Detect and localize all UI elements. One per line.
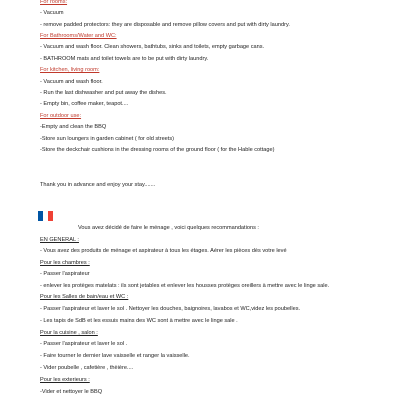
french-heading: Pour les Salles de bain/eau et WC : (40, 294, 129, 300)
french-text-line: - Vous avez des produits de ménage et aspirateur à tous les étages. Aérer les pièces dès votre levé (40, 248, 287, 254)
english-text-line: -Empty and clean the BBQ (40, 124, 107, 130)
english-text-line: - Empty bin, coffee maker, teapot.... (40, 101, 129, 107)
french-text-line: - Passer l'aspirateur (40, 271, 90, 277)
french-text-line: - Les tapis de SdB et les essuis mains des WC sont à mettre avec le linge sale . (40, 318, 238, 324)
english-text-line: - Run the last dishwasher and put away the dishes. (40, 90, 167, 96)
english-text-line: Thank you in advance and enjoy your stay....... (40, 182, 156, 188)
french-text-line: - Passer l'aspirateur et laver le sol . (40, 341, 128, 347)
flag-stripe-red (48, 211, 53, 221)
french-text-line: -Vider et nettoyer le BBQ (40, 389, 103, 395)
french-text-line: - Faire tourner le dernier lave vaisselle et ranger la vaisselle. (40, 353, 190, 359)
french-heading: Pour les exterieurs : (40, 377, 90, 383)
english-text-line: - BATHROOM mats and toilet towels are to be put with dirty laundry. (40, 56, 209, 62)
french-heading: Pour la cuisine , salon : (40, 330, 98, 336)
french-heading: Pour les chambres : (40, 260, 90, 266)
english-heading: For outdoor use: (40, 113, 82, 119)
english-heading: For kitchen, living room: (40, 67, 100, 73)
english-heading: For Bathrooms/Water and WC: (40, 33, 117, 39)
french-intro: Vous avez décidé de faire le ménage , voici quelques recommandations : (78, 225, 259, 231)
french-heading: EN GENERAL : (40, 237, 79, 243)
english-text-line: - Vacuum and wash floor. (40, 79, 103, 85)
french-text-line: - Vider poubelle , cafetière , thèière.... (40, 365, 134, 371)
english-text-line: -Store sun loungers in garden cabinet ( for old streets) (40, 136, 175, 142)
french-text-line: - Passer l'aspirateur et laver le sol . Nettoyer les douches, baignoires, lavabos et WC,videz les poubelles. (40, 306, 301, 312)
french-text-line: - enlever les protèges matelats : ils sont jetables et enlever les housses protèges oreillers à mettre avec le linge sale. (40, 283, 330, 289)
english-heading: For rooms: (40, 0, 68, 5)
english-text-line: - remove padded protectors: they are disposable and remove pillow covers and put with dirty laundry. (40, 22, 290, 28)
english-text-line: - Vacuum (40, 10, 64, 16)
english-text-line: -Store the deckchair cushions in the dressing rooms of the ground floor ( for the Hable cottage) (40, 147, 275, 153)
french-flag-icon (38, 211, 53, 221)
english-text-line: - Vacuum and wash floor. Clean showers, bathtubs, sinks and toilets, empty garbage cans. (40, 44, 265, 50)
